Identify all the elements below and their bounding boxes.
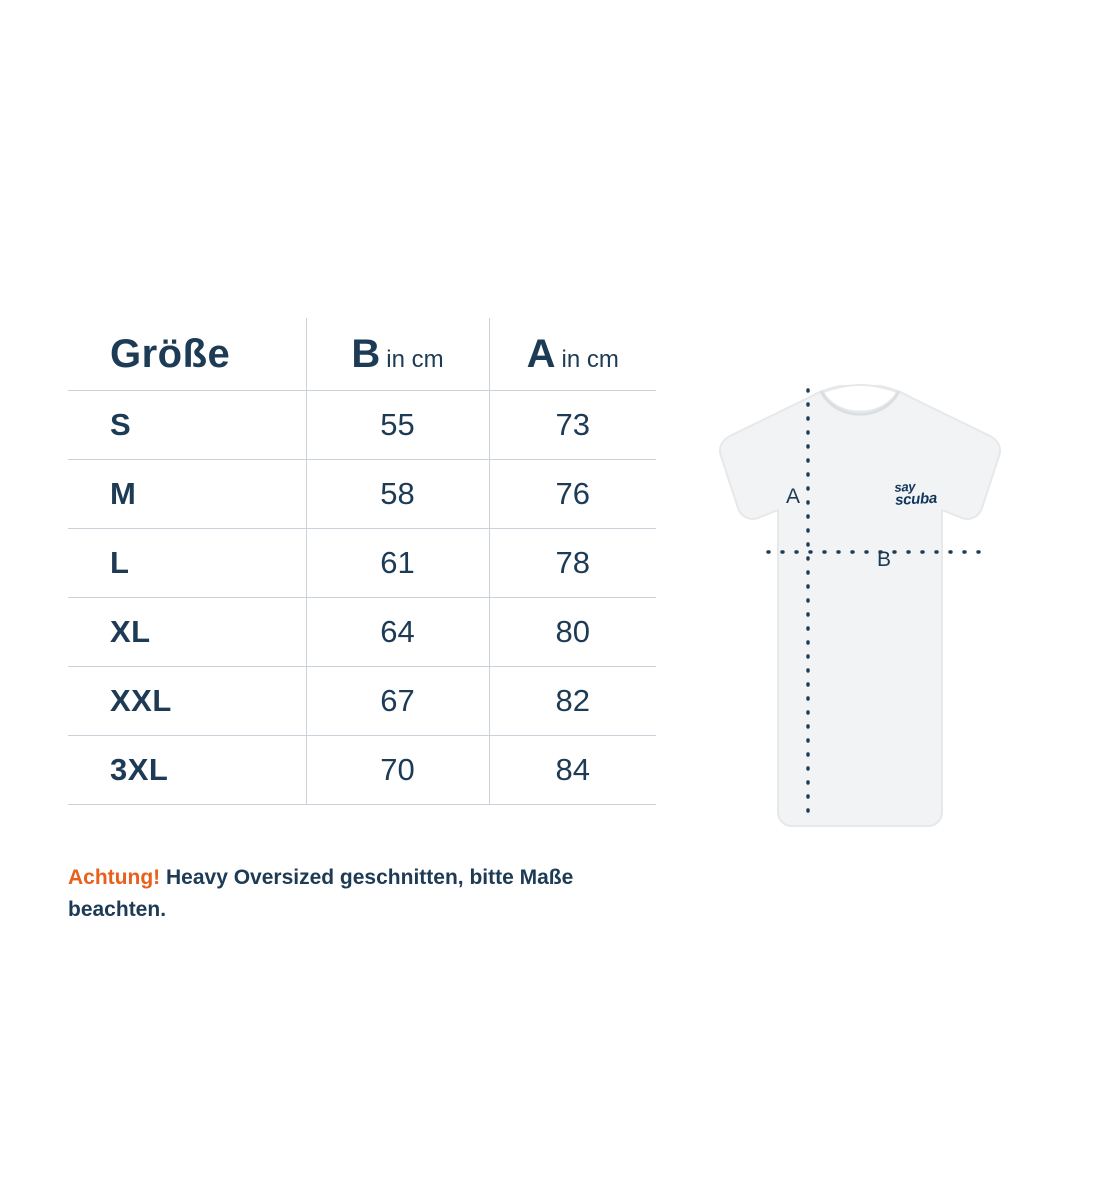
shirt-illustration [690, 380, 1030, 850]
cell-size: S [68, 391, 306, 460]
table-row [68, 667, 656, 736]
cell-b: 64 [306, 598, 489, 667]
brand-logo-line1: say [894, 478, 916, 495]
cell-a: 78 [489, 529, 656, 598]
table-header [68, 318, 656, 391]
cell-b: 67 [306, 667, 489, 736]
measure-label-b: B [877, 548, 892, 571]
table-row [68, 736, 656, 805]
note-text: Heavy Oversized geschnitten, bitte Maße beachten. [68, 866, 574, 921]
cell-size: M [68, 460, 306, 529]
cell-a: 84 [489, 736, 656, 805]
measure-label-a: A [786, 485, 801, 508]
brand-logo [894, 478, 968, 516]
header-a-letter: A [526, 331, 556, 376]
tshirt-icon [690, 380, 1030, 850]
table-body [68, 391, 656, 805]
cell-size: XXL [68, 667, 306, 736]
header-measure-a [489, 318, 656, 391]
oversized-note [68, 862, 668, 925]
cell-b: 70 [306, 736, 489, 805]
header-b-letter: B [351, 331, 381, 376]
table-row [68, 529, 656, 598]
cell-size: 3XL [68, 736, 306, 805]
table-row [68, 460, 656, 529]
table-row [68, 391, 656, 460]
header-size: Größe [68, 318, 306, 391]
cell-size: XL [68, 598, 306, 667]
table-row [68, 598, 656, 667]
header-row [68, 318, 656, 391]
cell-b: 61 [306, 529, 489, 598]
cell-b: 55 [306, 391, 489, 460]
brand-logo-line2: scuba [894, 490, 938, 510]
header-a-unit: in cm [561, 345, 619, 373]
cell-a: 80 [489, 598, 656, 667]
size-table [68, 318, 656, 805]
cell-a: 76 [489, 460, 656, 529]
cell-b: 58 [306, 460, 489, 529]
cell-a: 73 [489, 391, 656, 460]
note-warning: Achtung! [68, 866, 161, 889]
size-table-container [68, 318, 656, 805]
cell-a: 82 [489, 667, 656, 736]
header-measure-b [306, 318, 489, 391]
header-b-unit: in cm [386, 345, 444, 373]
cell-size: L [68, 529, 306, 598]
